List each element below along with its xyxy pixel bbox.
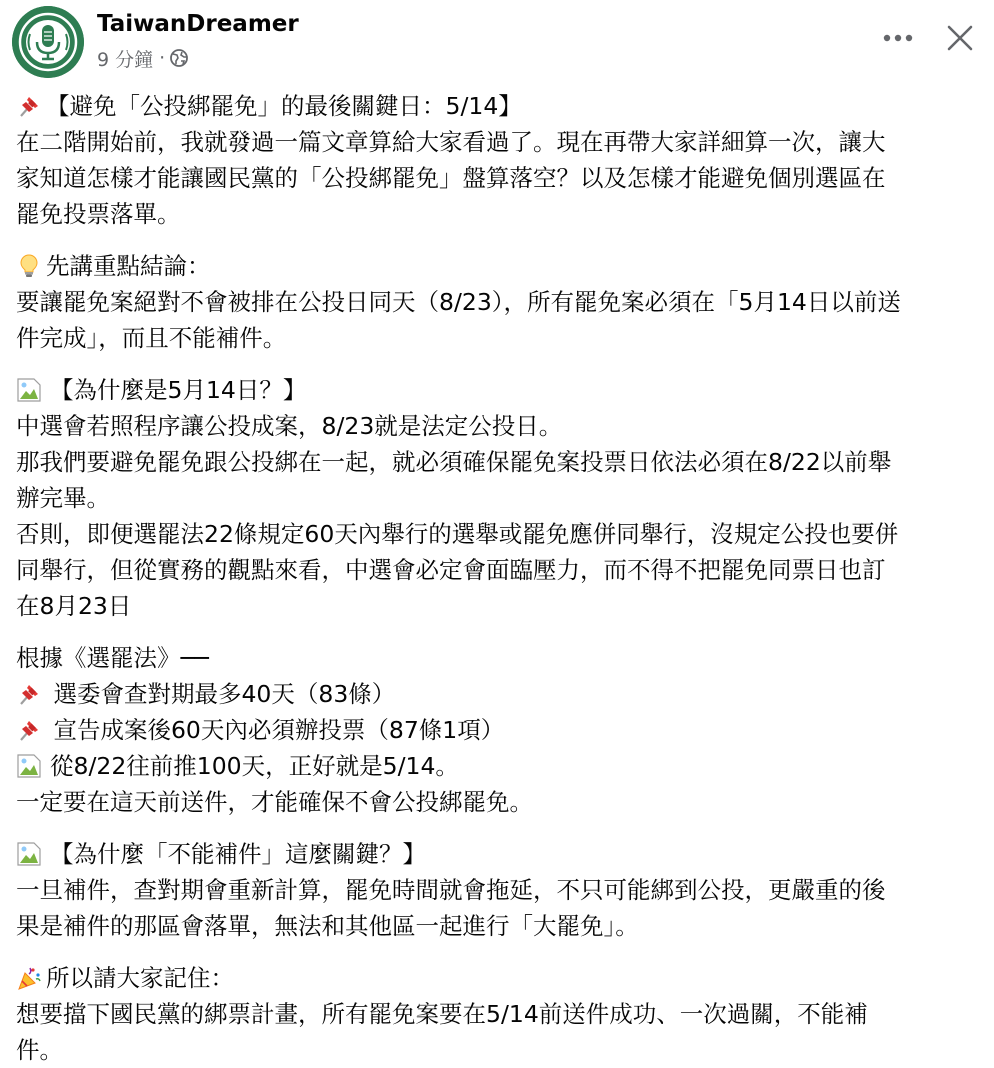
paragraph-line: 在二階開始前，我就發過一篇文章算給大家看過了。現在再帶大家詳細算一次，讓大 bbox=[16, 128, 886, 156]
paragraph-line: 想要擋下國民黨的綁票計畫，所有罷免案要在5/14前送件成功、一次過關，不能補 bbox=[16, 1000, 868, 1028]
paragraph-law bbox=[16, 640, 980, 820]
paragraph-line: 要讓罷免案絕對不會被排在公投日同天（8/23），所有罷免案必須在「5月14日以前送 bbox=[16, 288, 901, 316]
pushpin-icon bbox=[16, 717, 42, 743]
close-button[interactable] bbox=[934, 14, 986, 62]
broken-image-icon bbox=[16, 753, 42, 779]
paragraph-key-date bbox=[16, 88, 980, 232]
paragraph-line: 在8月23日 bbox=[16, 592, 132, 620]
pushpin-icon bbox=[16, 93, 42, 119]
post-header bbox=[0, 0, 994, 90]
paragraph-line: 罷免投票落單。 bbox=[16, 200, 181, 228]
paragraph-heading: 所以請大家記住： bbox=[16, 960, 980, 996]
broken-image-icon bbox=[16, 841, 42, 867]
paragraph-heading: 根據《選罷法》── bbox=[16, 644, 209, 672]
pushpin-icon bbox=[16, 681, 42, 707]
avatar[interactable] bbox=[12, 6, 84, 78]
paragraph-heading: 【避免「公投綁罷免」的最後關鍵日：5/14】 bbox=[16, 88, 980, 124]
paragraph-line: 一定要在這天前送件，才能確保不會公投綁罷免。 bbox=[16, 788, 533, 816]
author-name[interactable]: TaiwanDreamer bbox=[97, 11, 299, 37]
post-timestamp[interactable]: 9 分鐘 bbox=[97, 48, 154, 71]
paragraph-heading: 先講重點結論： bbox=[16, 248, 980, 284]
post-body bbox=[16, 88, 980, 1068]
list-item: 選委會查對期最多40天（83條） bbox=[16, 676, 980, 712]
paragraph-line: 那我們要避免罷免跟公投綁在一起，就必須確保罷免案投票日依法必須在8/22以前舉 bbox=[16, 448, 892, 476]
post-meta bbox=[97, 42, 189, 74]
party-popper-icon bbox=[16, 965, 42, 991]
globe-icon[interactable] bbox=[169, 48, 189, 68]
meta-separator: · bbox=[159, 47, 166, 69]
paragraph-line: 一旦補件，查對期會重新計算，罷免時間就會拖延，不只可能綁到公投，更嚴重的後 bbox=[16, 876, 886, 904]
paragraph-heading: 【為什麼是5月14日？】 bbox=[16, 372, 980, 408]
paragraph-line: 否則，即便選罷法22條規定60天內舉行的選舉或罷免應併同舉行，沒規定公投也要併 bbox=[16, 520, 899, 548]
microphone-logo-icon bbox=[12, 6, 84, 78]
paragraph-line: 辦完畢。 bbox=[16, 484, 110, 512]
paragraph-line: 件完成」，而且不能補件。 bbox=[16, 324, 287, 352]
paragraph-heading: 【為什麼「不能補件」這麼關鍵？】 bbox=[16, 836, 980, 872]
list-item: 從8/22往前推100天，正好就是5/14。 bbox=[16, 748, 980, 784]
paragraph-line: 件。 bbox=[16, 1036, 63, 1064]
paragraph-remember bbox=[16, 960, 980, 1068]
list-item: 宣告成案後60天內必須辦投票（87條1項） bbox=[16, 712, 980, 748]
light-bulb-icon bbox=[16, 253, 42, 279]
paragraph-line: 果是補件的那區會落單，無法和其他區一起進行「大罷免」。 bbox=[16, 912, 639, 940]
more-options-icon bbox=[883, 34, 913, 42]
paragraph-why-514 bbox=[16, 372, 980, 624]
close-icon bbox=[947, 25, 973, 51]
paragraph-line: 中選會若照程序讓公投成案，8/23就是法定公投日。 bbox=[16, 412, 563, 440]
more-options-button[interactable] bbox=[872, 14, 924, 62]
paragraph-conclusion bbox=[16, 248, 980, 356]
paragraph-line: 家知道怎樣才能讓國民黨的「公投綁罷免」盤算落空？以及怎樣才能避免個別選區在 bbox=[16, 164, 886, 192]
paragraph-no-supplement bbox=[16, 836, 980, 944]
broken-image-icon bbox=[16, 377, 42, 403]
paragraph-line: 同舉行，但從實務的觀點來看，中選會必定會面臨壓力，而不得不把罷免同票日也訂 bbox=[16, 556, 886, 584]
